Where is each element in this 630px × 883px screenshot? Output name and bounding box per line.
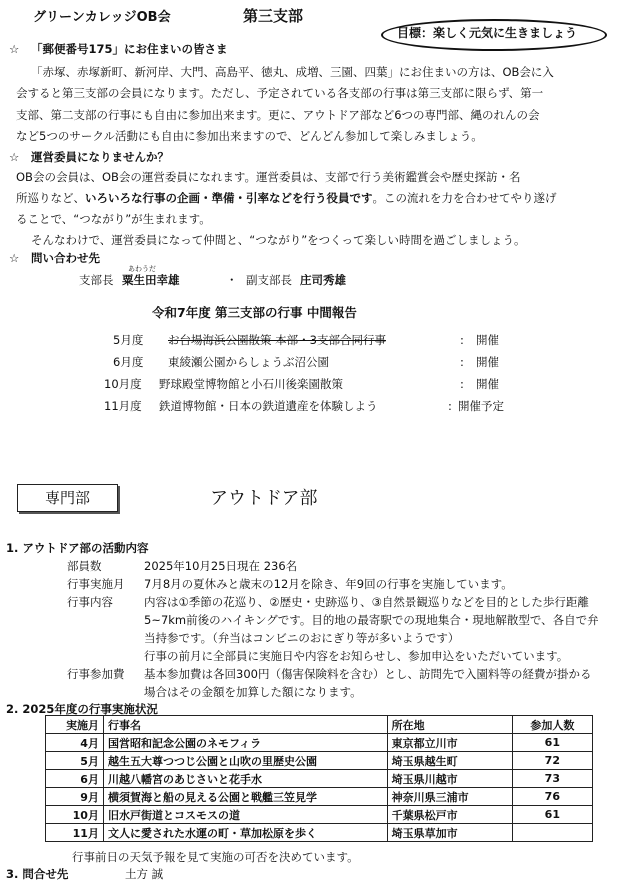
content-line: 内容は①季節の花巡り、②歴史・史跡巡り、③自然景観巡りなどを目的とした歩行距離 — [144, 595, 589, 609]
cell-place: 東京都立川市 — [387, 734, 512, 752]
cell-name: 旧水戸街道とコスモスの道 — [103, 806, 387, 824]
cell-count: 72 — [512, 752, 592, 770]
header-month: 実施月 — [46, 716, 104, 734]
content-line: 5~7km前後のハイキングです。目的地の最寄駅での現地集合・現地解散型で、各自で弁 — [144, 613, 599, 627]
cell-count — [512, 824, 592, 842]
cell-place: 埼玉県川越市 — [387, 770, 512, 788]
fee-line: 基本参加費は各回300円（傷害保険料を含む）とし、訪問先で入園料等の経費が掛かる — [144, 667, 592, 681]
cell-count: 76 — [512, 788, 592, 806]
star-icon: ☆ — [9, 42, 20, 56]
members-value: 2025年10月25日現在 236名 — [144, 559, 298, 573]
table-row — [46, 734, 593, 752]
cell-month: 9月 — [46, 788, 104, 806]
cell-month: 10月 — [46, 806, 104, 824]
cell-name: 国営昭和記念公園のネモフィラ — [103, 734, 387, 752]
cell-month: 4月 — [46, 734, 104, 752]
cell-month: 6月 — [46, 770, 104, 788]
cell-place: 神奈川県三浦市 — [387, 788, 512, 806]
report-event: 野球殿堂博物館と小石川後楽園散策 — [159, 377, 343, 391]
activity-table — [45, 715, 593, 842]
report-month: 5月度 — [113, 333, 144, 347]
report-status: 開催 — [476, 355, 499, 369]
table-row — [46, 770, 593, 788]
contact-label-b: 副支部長 — [246, 273, 292, 287]
contact-separator: ・ — [226, 273, 238, 287]
header-place: 所在地 — [387, 716, 512, 734]
dept-s3-heading: 3. 問合せ先 — [6, 867, 69, 881]
table-row — [46, 752, 593, 770]
table-note: 行事前日の天気予報を見て実施の可否を決めています。 — [72, 850, 359, 864]
report-event: 東綾瀬公園からしょうぶ沼公園 — [168, 355, 329, 369]
cell-place: 埼玉県越生町 — [387, 752, 512, 770]
fee-label: 行事参加費 — [67, 667, 125, 681]
members-label: 部員数 — [67, 559, 102, 573]
months-value: 7月8月の夏休みと歳末の12月を除き、年9回の行事を実施しています。 — [144, 577, 513, 591]
cell-place: 埼玉県草加市 — [387, 824, 512, 842]
dept-s3-contact: 土方 誠 — [125, 867, 164, 881]
report-status: 開催予定 — [458, 399, 504, 413]
cell-name: 川越八幡宮のあじさいと花手水 — [103, 770, 387, 788]
section1-line: など5つのサークル活動にも自由に参加出来ますので、どんどん参加して楽しみましょう。 — [16, 129, 483, 143]
cell-month: 11月 — [46, 824, 104, 842]
header-name: 行事名 — [103, 716, 387, 734]
table-row — [46, 806, 593, 824]
section2-line: そんなわけで、運営委員になって仲間と、“つながり”をつくって楽しい時間を過ごしましょう。 — [31, 233, 526, 247]
name-ruby: あわうだ — [128, 265, 156, 273]
table-header-row — [46, 716, 593, 734]
cell-count: 73 — [512, 770, 592, 788]
section2-heading: 運営委員になりませんか？ — [31, 150, 169, 164]
content-line: 当持参です。（弁当はコンビニのおにぎり等が多いようです） — [144, 631, 460, 645]
cell-name: 文人に愛された水運の町・草加松原を歩く — [103, 824, 387, 842]
section2-line: OB会の会員は、OB会の運営委員になれます。運営委員は、支部で行う美術鑑賞会や歴史探訪・名 — [16, 170, 521, 184]
contact-label-a: 支部長 — [79, 273, 114, 287]
table-row — [46, 788, 593, 806]
report-colon: : — [460, 377, 464, 391]
branch-title: 第三支部 — [243, 7, 304, 25]
table-row — [46, 824, 593, 842]
fee-line: 場合はその金額を加算した額になります。 — [144, 685, 362, 699]
report-month: 6月度 — [113, 355, 144, 369]
report-colon: : — [448, 399, 452, 413]
dept-title: アウトドア部 — [210, 488, 318, 509]
star-icon: ☆ — [9, 251, 20, 265]
cell-name: 越生五大尊つつじ公園と山吹の里歴史公園 — [103, 752, 387, 770]
section2-text: 。この流れを力を合わせてやり遂げ — [372, 191, 557, 205]
goal-text: 目標：楽しく元気に生きましょう — [397, 26, 578, 40]
section3-heading: 問い合わせ先 — [31, 251, 100, 265]
report-status: 開催 — [476, 333, 499, 347]
section1-line: 「赤塚、赤塚新町、新河岸、大門、高島平、徳丸、成増、三園、四葉」にお住まいの方は、OB会に入 — [31, 65, 554, 79]
content-label: 行事内容 — [67, 595, 113, 609]
cell-month: 5月 — [46, 752, 104, 770]
dept-s2-heading: 2. 2025年度の行事実施状況 — [6, 702, 158, 716]
contact-name-a: 粟生田幸雄 — [122, 273, 180, 287]
star-icon: ☆ — [9, 150, 20, 164]
report-title: 令和7年度 第三支部の行事 中間報告 — [152, 305, 357, 320]
section2-line: ることで、“つながり”が生まれます。 — [16, 212, 211, 226]
section2-line — [16, 191, 557, 205]
cell-place: 千葉県松戸市 — [387, 806, 512, 824]
report-event: お台場海浜公園散策 本部・3支部合同行事 — [168, 333, 386, 347]
content-line: 行事の前月に全部員に実施日や内容をお知らせし、参加申込をいただいています。 — [144, 649, 569, 663]
contact-name-b: 庄司秀雄 — [300, 273, 346, 287]
report-month: 11月度 — [104, 399, 142, 413]
report-status: 開催 — [476, 377, 499, 391]
cell-name: 横須賀海と船の見える公園と戦艦三笠見学 — [103, 788, 387, 806]
header-count: 参加人数 — [512, 716, 592, 734]
section1-heading: 「郵便番号175」にお住まいの皆さま — [31, 42, 228, 56]
section2-text: 所巡りなど、 — [16, 191, 85, 205]
report-colon: : — [460, 333, 464, 347]
dept-tag: 専門部 — [44, 489, 90, 507]
dept-tag-box — [17, 484, 118, 512]
report-colon: : — [460, 355, 464, 369]
section1-line: 支部、第二支部の行事にも自由に参加出来ます。更に、アウトドア部など6つの専門部、縄のれんの会 — [16, 108, 540, 122]
report-month: 10月度 — [104, 377, 142, 391]
section1-line: 会すると第三支部の会員になります。ただし、予定されている各支部の行事は第三支部に限らず、第一 — [16, 86, 544, 100]
cell-count: 61 — [512, 734, 592, 752]
dept-s1-heading: 1. アウトドア部の活動内容 — [6, 541, 149, 555]
org-name: グリーンカレッジOB会 — [33, 10, 171, 25]
section2-emphasis: いろいろな行事の企画・準備・引率などを行う役員です — [85, 191, 373, 205]
months-label: 行事実施月 — [67, 577, 125, 591]
cell-count: 61 — [512, 806, 592, 824]
report-event: 鉄道博物館・日本の鉄道遺産を体験しよう — [159, 399, 378, 413]
